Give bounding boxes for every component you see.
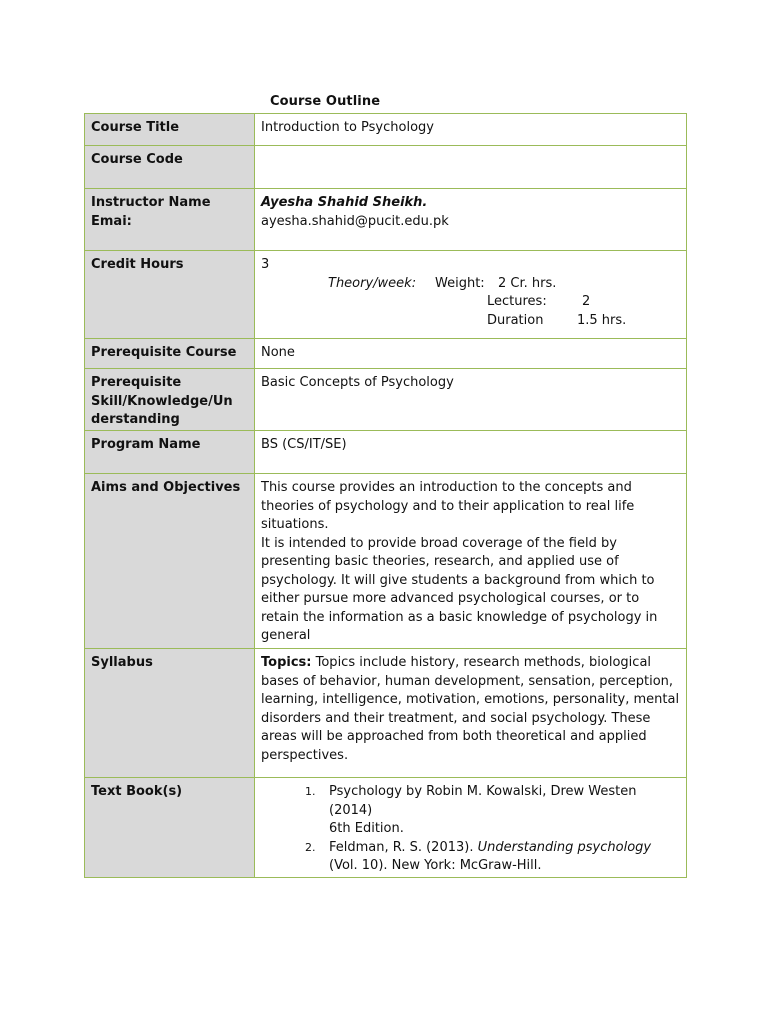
aims-paragraph-2: It is intended to provide broad coverage of the field by presenting basic theories, research, and applied use of psychology. It will give students a background from which to either pursue more advanced psychological courses, or to retain the information as a basic knowledge of psychology in general: [261, 535, 658, 643]
course-code-value: [255, 146, 687, 189]
textbook-2-post: (Vol. 10). New York: McGraw-Hill.: [329, 858, 542, 873]
weight-label: Weight:: [435, 275, 485, 291]
row-course-code: [85, 146, 687, 189]
page-title: Course Outline: [270, 94, 381, 109]
syllabus-value: [255, 649, 687, 778]
prerequisite-skill-label-line3: derstanding: [91, 412, 180, 427]
textbook-1-number: 1.: [305, 785, 316, 798]
prerequisite-skill-label: [85, 369, 255, 431]
prerequisite-course-value: None: [255, 339, 687, 369]
instructor-email: ayesha.shahid@pucit.edu.pk: [261, 213, 449, 229]
instructor-name: Ayesha Shahid Sheikh.: [261, 195, 428, 210]
syllabus-label: Syllabus: [85, 649, 255, 778]
row-credit-hours: [85, 251, 687, 339]
aims-label: Aims and Objectives: [85, 474, 255, 649]
program-name-label: Program Name: [85, 431, 255, 474]
textbook-2-title: Understanding psychology: [477, 839, 652, 855]
topics-text: Topics include history, research methods, biological bases of behavior, human development, sensation, perception, learning, intelligence, motivation, emotions, personality, mental disorders and their treatment, and social psychology. These areas will be approached from both theoretical and applied perspectives.: [261, 655, 680, 763]
credit-hours-number: 3: [261, 257, 270, 272]
row-instructor: [85, 189, 687, 251]
aims-paragraph-1: This course provides an introduction to the concepts and theories of psychology and to their application to real life situations.: [261, 480, 635, 532]
row-prerequisite-skill: [85, 369, 687, 431]
row-course-title: [85, 114, 687, 146]
program-name-value: BS (CS/IT/SE): [255, 431, 687, 474]
topics-label: Topics:: [261, 655, 312, 670]
textbook-list: [261, 783, 680, 876]
textbooks-value: [255, 778, 687, 878]
weight-value: 2 Cr. hrs.: [498, 275, 557, 291]
instructor-label-line1: Instructor Name: [91, 195, 211, 210]
duration-label: Duration: [487, 312, 544, 328]
instructor-label: [85, 189, 255, 251]
credit-hours-value: [255, 251, 687, 339]
prerequisite-skill-label-line2: Skill/Knowledge/Un: [91, 393, 233, 409]
row-syllabus: [85, 649, 687, 778]
lectures-value: 2: [582, 294, 591, 309]
row-textbooks: [85, 778, 687, 878]
course-title-label: Course Title: [85, 114, 255, 146]
prerequisite-course-label: Prerequisite Course: [85, 339, 255, 369]
textbook-item-1: [261, 783, 680, 839]
instructor-value: [255, 189, 687, 251]
textbook-2-number: 2.: [305, 840, 316, 854]
lectures-label: Lectures:: [487, 294, 547, 309]
course-code-label: Course Code: [85, 146, 255, 189]
aims-value: [255, 474, 687, 649]
textbooks-label: Text Book(s): [85, 778, 255, 878]
instructor-label-line2: Emai:: [91, 213, 132, 229]
row-aims: [85, 474, 687, 649]
course-outline-table: [84, 113, 687, 878]
credit-hours-label: Credit Hours: [85, 251, 255, 339]
theory-week-label: Theory/week:: [328, 275, 417, 291]
textbook-1-line2: 6th Edition.: [329, 821, 404, 836]
textbook-1-line1: Psychology by Robin M. Kowalski, Drew Westen (2014): [329, 784, 637, 818]
textbook-item-2: [261, 839, 680, 876]
prerequisite-skill-label-line1: Prerequisite: [91, 375, 182, 390]
row-prerequisite-course: [85, 339, 687, 369]
row-program-name: [85, 431, 687, 474]
duration-value: 1.5 hrs.: [577, 312, 627, 328]
prerequisite-skill-value: Basic Concepts of Psychology: [255, 369, 687, 431]
textbook-2-pre: Feldman, R. S. (2013).: [329, 839, 478, 855]
course-title-value: Introduction to Psychology: [255, 114, 687, 146]
